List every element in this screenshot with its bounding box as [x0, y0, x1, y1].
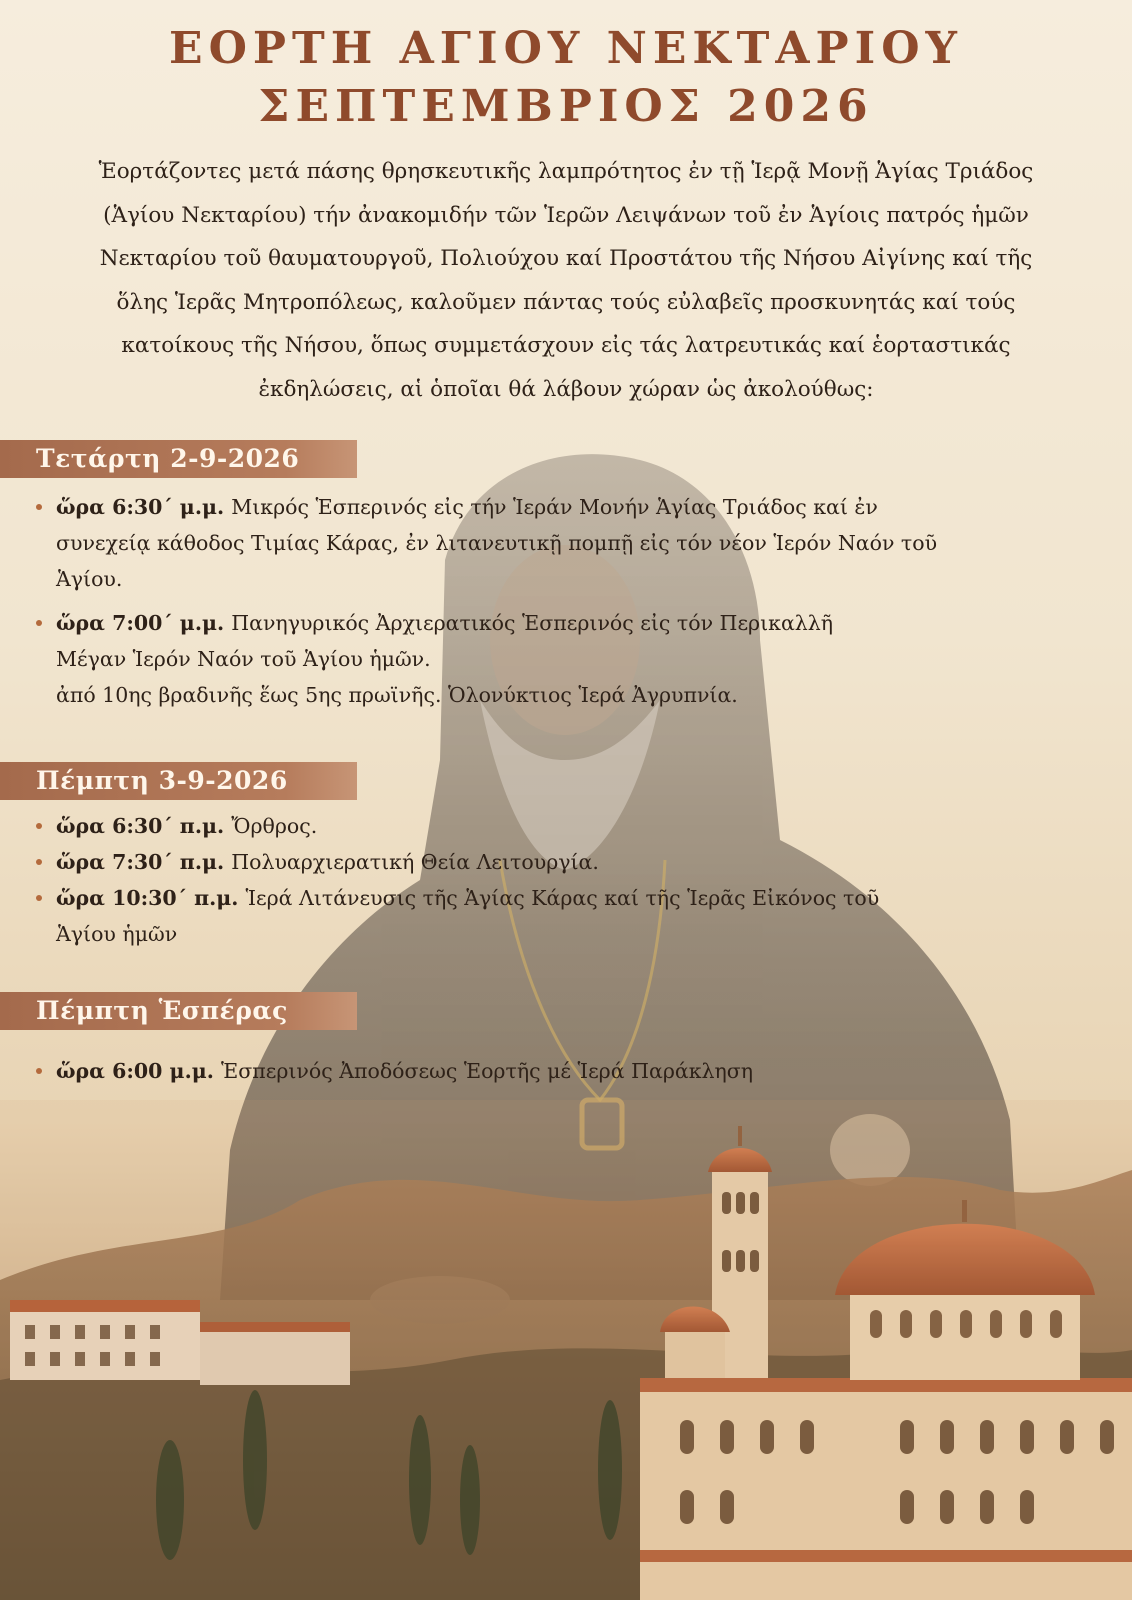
day-wednesday-schedule [36, 489, 1096, 713]
schedule-time: ὥρα 6:30΄ π.μ. [56, 814, 232, 838]
day-header-wednesday: Τετάρτη 2-9-2026 [0, 440, 357, 478]
day-header-thursday: Πέμπτη 3-9-2026 [0, 762, 357, 800]
schedule-item [36, 844, 1096, 880]
bullet-icon [36, 859, 42, 865]
bullet-icon [36, 1068, 42, 1074]
schedule-text: Ἱερά Λιτάνευσις τῆς Ἁγίας Κάρας καί τῆς Ἱερᾶς Εἰκόνος τοῦ [245, 886, 880, 910]
schedule-text: ἀπό 10ης βραδινῆς ἕως 5ης πρωϊνῆς. Ὁλονύκτιος Ἱερά Ἀγρυπνία. [56, 683, 738, 707]
bullet-icon [36, 620, 42, 626]
bullet-icon [36, 504, 42, 510]
schedule-time: ὥρα 7:00΄ μ.μ. [56, 611, 232, 635]
poster-title: ΕΟΡΤΗ ΑΓΙΟΥ ΝΕΚΤΑΡΙΟΥ [169, 23, 963, 74]
intro-line: Ἑορτάζοντες μετά πάσης θρησκευτικῆς λαμπρότητος ἐν τῇ Ἱερᾷ Μονῇ Ἁγίας Τριάδος [98, 159, 1034, 184]
schedule-time: ὥρα 6:30΄ μ.μ. [56, 495, 232, 519]
bullet-icon [36, 823, 42, 829]
schedule-item [36, 489, 1096, 597]
poster-subtitle: ΣΕΠΤΕΜΒΡΙΟΣ 2026 [258, 81, 874, 132]
intro-line: ὅλης Ἱερᾶς Μητροπόλεως, καλοῦμεν πάντας τούς εὐλαβεῖς προσκυνητάς καί τούς [116, 289, 1016, 315]
schedule-text: Πανηγυρικός Ἀρχιερατικός Ἑσπερινός εἰς τόν Περικαλλῆ [231, 611, 834, 635]
schedule-item [36, 808, 1096, 844]
intro-line: ἐκδηλώσεις, αἱ ὁποῖαι θά λάβουν χώραν ὡς ἀκολούθως: [258, 376, 874, 402]
schedule-time: ὥρα 6:00 μ.μ. [56, 1059, 221, 1083]
schedule-item [36, 1053, 1096, 1089]
schedule-text: Ὄρθρος. [231, 814, 318, 838]
schedule-text: Ἁγίου ἡμῶν [56, 922, 178, 946]
schedule-item [36, 880, 1096, 952]
schedule-text: Μικρός Ἑσπερινός εἰς τήν Ἱεράν Μονήν Ἁγίας Τριάδος καί ἐν [231, 495, 878, 519]
day-thursday-evening-schedule [36, 1053, 1096, 1089]
intro-line: Νεκταρίου τοῦ θαυματουργοῦ, Πολιούχου καί Προστάτου τῆς Νήσου Αἰγίνης καί τῆς [99, 246, 1033, 271]
schedule-item [36, 605, 1096, 713]
schedule-time: ὥρα 10:30΄ π.μ. [56, 886, 246, 910]
bullet-icon [36, 895, 42, 901]
schedule-text: Πολυαρχιερατική Θεία Λειτουργία. [231, 850, 599, 874]
schedule-text: Μέγαν Ἱερόν Ναόν τοῦ Ἁγίου ἡμῶν. [56, 647, 431, 671]
schedule-text: Ἑσπερινός Ἀποδόσεως Ἑορτῆς μέ Ἱερά Παράκληση [220, 1059, 754, 1083]
day-header-thursday-evening: Πέμπτη Ἑσπέρας [0, 992, 357, 1030]
day-thursday-schedule [36, 808, 1096, 952]
intro-line: (Ἁγίου Νεκταρίου) τήν ἀνακομιδήν τῶν Ἱερῶν Λειψάνων τοῦ ἐν Ἁγίοις πατρός ἡμῶν [103, 202, 1029, 228]
schedule-text: συνεχείᾳ κάθοδος Τιμίας Κάρας, ἐν λιτανευτικῇ πομπῇ εἰς τόν νέον Ἱερόν Ναόν τοῦ [56, 531, 938, 555]
schedule-time: ὥρα 7:30΄ π.μ. [56, 850, 232, 874]
intro-paragraph [30, 150, 1102, 411]
schedule-text: Ἁγίου. [56, 567, 123, 591]
intro-line: κατοίκους τῆς Νήσου, ὅπως συμμετάσχουν εἰς τάς λατρευτικάς καί ἑορταστικάς [121, 333, 1011, 358]
